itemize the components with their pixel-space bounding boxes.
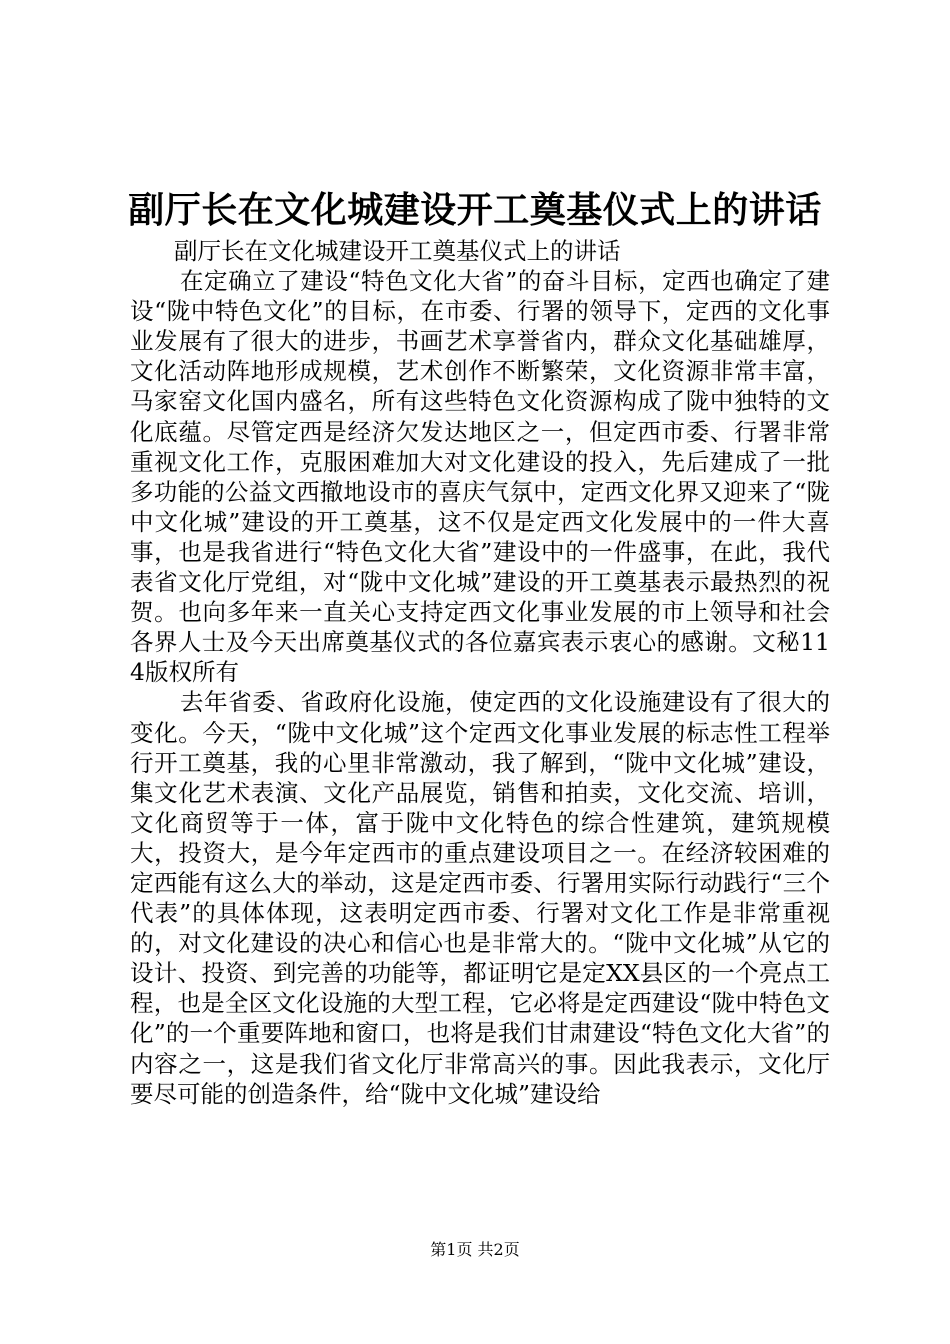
paragraph-1: 在定确立了建设“特色文化大省”的奋斗目标，定西也确定了建设“陇中特色文化”的目标，在市委、行署的领导下，定西的文化事业发展有了很大的进步，书画艺术享誉省内，群众文化基础雄厚，文化活动阵地形成规模，艺术创作不断繁荣，文化资源非常丰富，马家窑文化国内盛名，所有这些特色文化资源构成了陇中独特的文化底蕴。尽管定西是经济欠发达地区之一，但定西市委、行署非常重视文化工作，克服困难加大对文化建设的投入，先后建成了一批多功能的公益文西撤地设市的喜庆气氛中，定西文化界又迎来了“陇中文化城”建设的开工奠基，这不仅是定西文化发展中的一件大喜事，也是我省进行“特色文化大省”建设中的一件盛事，在此，我代表省文化厅党组，对“陇中文化城”建设的开工奠基表示最热烈的祝贺。也向多年来一直关心支持定西文化事业发展的市上领导和社会各界人士及今天出席奠基仪式的各位嘉宾表示衷心的感谢。文秘114版权所有 xyxy=(130,267,830,687)
paragraph-2: 去年省委、省政府化设施，使定西的文化设施建设有了很大的变化。今天，“陇中文化城”这个定西文化事业发展的标志性工程举行开工奠基，我的心里非常激动，我了解到，“陇中文化城”建设，集文化艺术表演、文化产品展览，销售和拍卖，文化交流、培训，文化商贸等于一体，富于陇中文化特色的综合性建筑，建筑规模大，投资大，是今年定西市的重点建设项目之一。在经济较困难的定西能有这么大的举动，这是定西市委、行署用实际行动践行“三个代表”的具体体现，这表明定西市委、行署对文化工作是非常重视的，对文化建设的决心和信心也是非常大的。“陇中文化城”从它的设计、投资、到完善的功能等，都证明它是定XX县区的一个亮点工程，也是全区文化设施的大型工程，它必将是定西建设“陇中特色文化”的一个重要阵地和窗口，也将是我们甘肃建设“特色文化大省”的内容之一，这是我们省文化厅非常高兴的事。因此我表示，文化厅要尽可能的创造条件，给“陇中文化城”建设给 xyxy=(130,688,830,1108)
page-number-footer: 第1页 共2页 xyxy=(430,1240,520,1259)
document-title: 副厅长在文化城建设开工奠基仪式上的讲话 xyxy=(128,189,822,231)
document-body xyxy=(130,236,830,1109)
document-subtitle: 副厅长在文化城建设开工奠基仪式上的讲话 xyxy=(174,237,621,265)
